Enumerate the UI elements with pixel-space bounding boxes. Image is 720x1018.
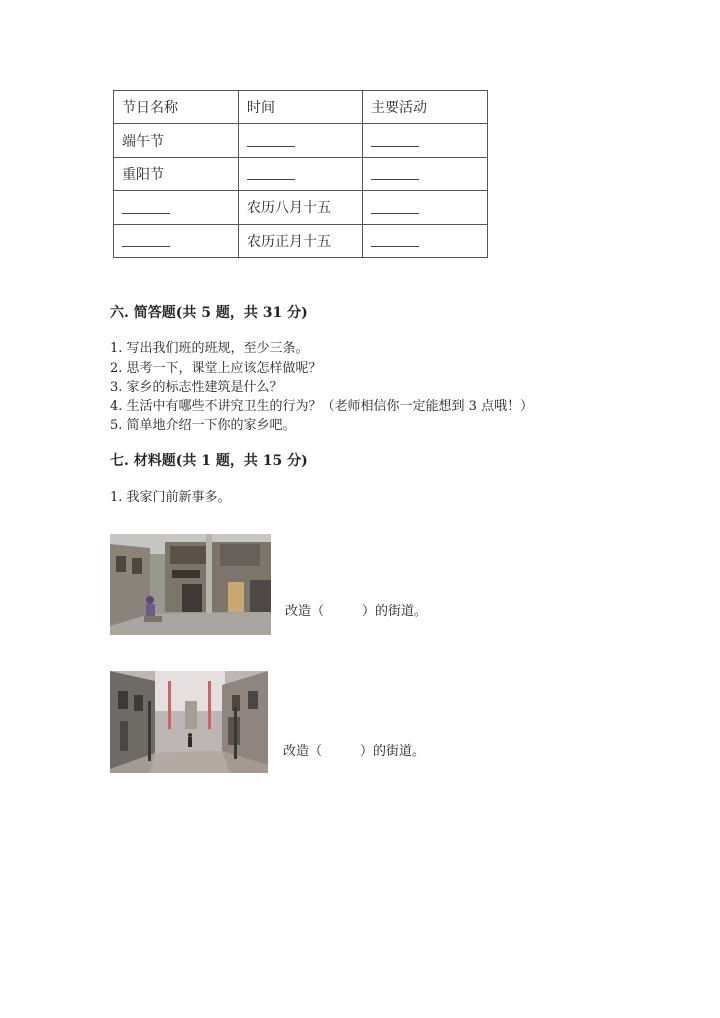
festival-table bbox=[113, 90, 488, 258]
festival-name: 重阳节 bbox=[122, 166, 164, 183]
festival-name-cell[interactable] bbox=[114, 191, 239, 224]
old-street-photo bbox=[110, 534, 271, 635]
time-cell[interactable] bbox=[239, 157, 363, 190]
blank-line[interactable] bbox=[122, 234, 170, 247]
blank-line[interactable] bbox=[371, 201, 419, 214]
table-row bbox=[114, 191, 488, 224]
header-cell: 时间 bbox=[239, 91, 363, 124]
blank-line[interactable] bbox=[371, 234, 419, 247]
question-item: 3. 家乡的标志性建筑是什么？ bbox=[110, 380, 283, 395]
festival-name-cell bbox=[114, 157, 239, 190]
photo-1-caption bbox=[285, 600, 427, 619]
caption-suffix: ）的街道。 bbox=[360, 744, 426, 759]
material-question: 1. 我家门前新事多。 bbox=[110, 490, 231, 505]
festival-name: 端午节 bbox=[122, 133, 164, 150]
old-street-image bbox=[110, 534, 271, 635]
question-item: 2. 思考一下，课堂上应该怎样做呢？ bbox=[110, 361, 322, 376]
blank-line[interactable] bbox=[247, 167, 295, 180]
section-7-title: 七. 材料题(共 1 题，共 15 分) bbox=[110, 453, 308, 469]
section-6-title: 六. 简答题(共 5 题，共 31 分) bbox=[110, 305, 308, 321]
table-row bbox=[114, 224, 488, 257]
photo-2-caption bbox=[283, 740, 425, 759]
caption-prefix: 改造（ bbox=[285, 604, 325, 619]
table-header-row bbox=[114, 91, 488, 124]
festival-time: 农历正月十五 bbox=[247, 233, 331, 250]
activity-cell[interactable] bbox=[363, 157, 488, 190]
activity-cell[interactable] bbox=[363, 124, 488, 157]
table-row bbox=[114, 157, 488, 190]
blank-line[interactable] bbox=[122, 201, 170, 214]
table-row bbox=[114, 124, 488, 157]
time-cell[interactable] bbox=[239, 124, 363, 157]
festival-name-cell[interactable] bbox=[114, 224, 239, 257]
new-street-image bbox=[110, 671, 268, 773]
festival-name-cell bbox=[114, 124, 239, 157]
question-item: 4. 生活中有哪些不讲究卫生的行为？（老师相信你一定能想到 3 点哦！） bbox=[110, 399, 534, 414]
header-cell: 节日名称 bbox=[114, 91, 239, 124]
time-cell bbox=[239, 224, 363, 257]
caption-prefix: 改造（ bbox=[283, 744, 323, 759]
question-item: 5. 简单地介绍一下你的家乡吧。 bbox=[110, 418, 296, 433]
activity-cell[interactable] bbox=[363, 224, 488, 257]
time-cell bbox=[239, 191, 363, 224]
caption-suffix: ）的街道。 bbox=[362, 604, 428, 619]
activity-cell[interactable] bbox=[363, 191, 488, 224]
header-cell: 主要活动 bbox=[363, 91, 488, 124]
blank-line[interactable] bbox=[247, 134, 295, 147]
festival-time: 农历八月十五 bbox=[247, 200, 331, 217]
blank-line[interactable] bbox=[371, 167, 419, 180]
blank-line[interactable] bbox=[371, 134, 419, 147]
new-street-photo bbox=[110, 671, 268, 773]
question-item: 1. 写出我们班的班规，至少三条。 bbox=[110, 341, 309, 356]
